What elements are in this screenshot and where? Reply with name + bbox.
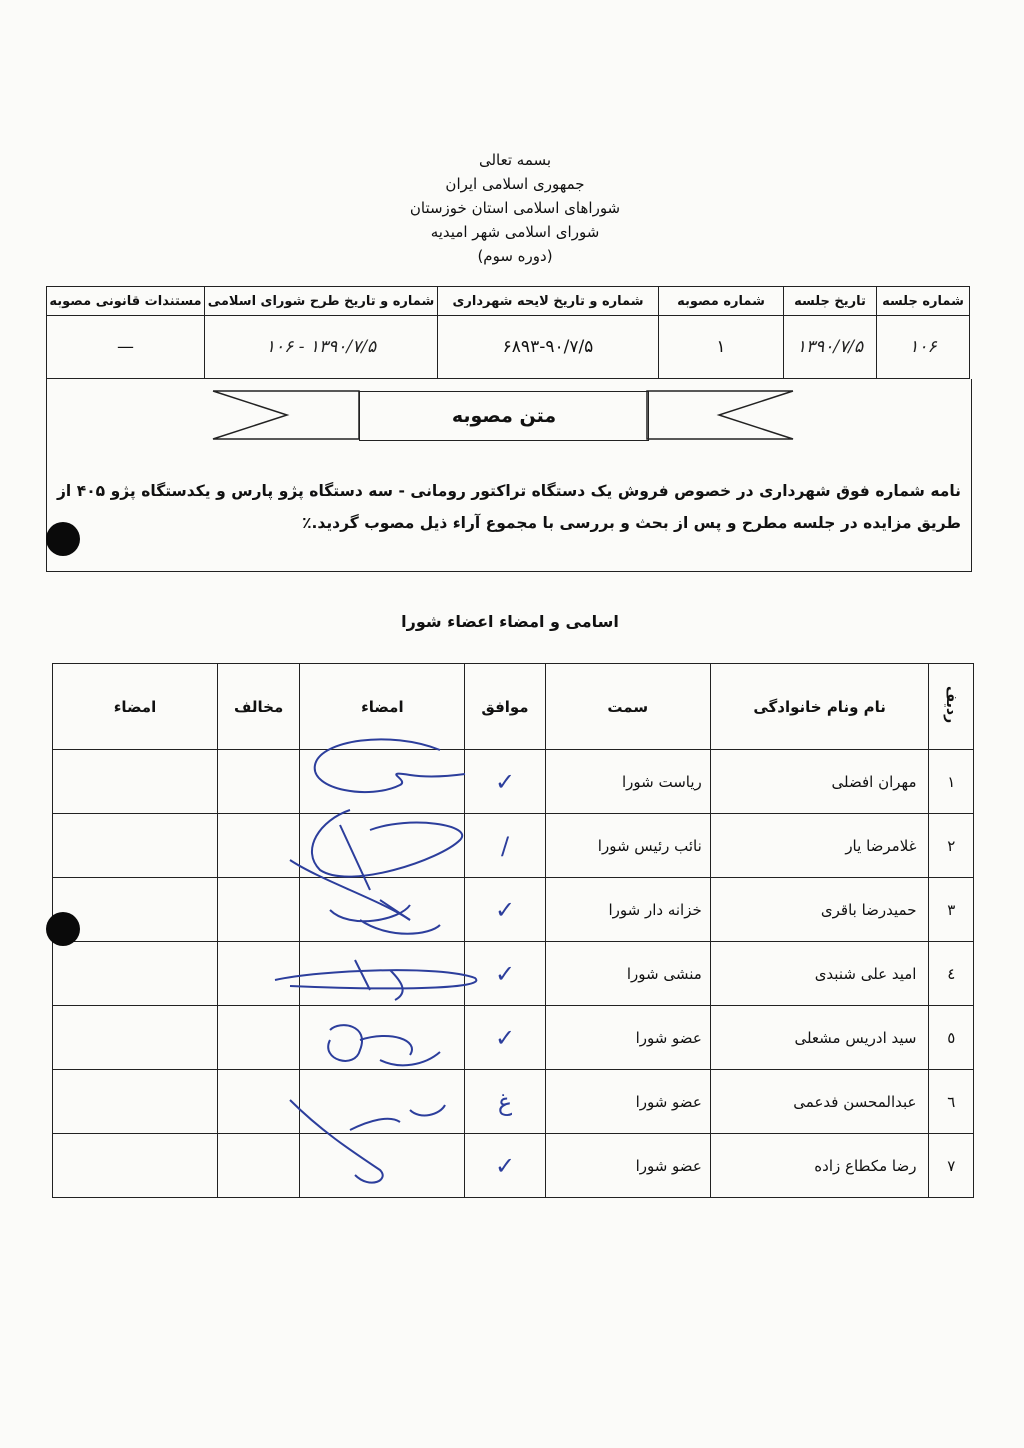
members-table [52,663,974,1198]
signature2-cell [53,1006,218,1070]
plan-value: ۱۳۹۰/۷/۵ - ۱۰۶ [205,316,438,379]
punch-hole [46,522,80,556]
session-date-value: ۱۳۹۰/۷/۵ [784,316,877,379]
member-role: عضو شورا [545,1006,710,1070]
row-number: ۲ [929,814,974,878]
signature2-cell [53,814,218,878]
oppose-header: مخالف [217,664,299,750]
plan-header: شماره و تاریخ طرح شورای اسلامی [205,287,438,316]
resolution-box [46,379,972,572]
session-no-value: ۱۰۶ [877,316,970,379]
row-number: ۷ [929,1134,974,1198]
agree-mark: ✓ [465,1134,545,1198]
row-number: ۱ [929,750,974,814]
member-name: رضا مکطاع زاده [710,1134,929,1198]
members-title: اسامی و امضاء اعضاء شورا [401,612,619,631]
session-date-header: تاریخ جلسه [784,287,877,316]
member-row [53,1070,974,1134]
agree-mark: ✓ [465,878,545,942]
name-header: نام ونام خانوادگی [710,664,929,750]
member-role: نائب رئیس شورا [545,814,710,878]
member-name: مهران افضلی [710,750,929,814]
bill-value: ۶۸۹۳-۹۰/۷/۵ [438,316,659,379]
radif-header: ردیف [929,664,974,750]
member-name: عبدالمحسن فدعمی [710,1070,929,1134]
resolution-title: متن مصوبه [359,391,649,441]
member-name: حمیدرضا باقری [710,878,929,942]
signature2-cell [53,1070,218,1134]
sign2-header: امضاء [53,664,218,750]
signature2-cell [53,1134,218,1198]
resolution-no-value: ۱ [659,316,784,379]
member-name: غلامرضا یار [710,814,929,878]
bill-header: شماره و تاریخ لایحه شهرداری [438,287,659,316]
member-row [53,750,974,814]
member-role: عضو شورا [545,1070,710,1134]
role-header: سمت [545,664,710,750]
header-line: شورای اسلامی شهر امیدیه [430,223,600,241]
header-line: شوراهای اسلامی استان خوزستان [409,199,621,217]
member-row [53,1006,974,1070]
member-role: خزانه دار شورا [545,878,710,942]
member-name: سید ادریس مشعلی [710,1006,929,1070]
member-name: امید علی شنبدی [710,942,929,1006]
agree-mark: غ [465,1070,545,1134]
legal-docs-header: مستندات قانونی مصوبه [47,287,205,316]
member-row [53,814,974,878]
legal-docs-value: — [47,316,205,379]
agree-mark: / [465,814,545,878]
header-line: بسمه تعالی [478,151,552,169]
handwritten-signatures [260,730,490,1200]
resolution-no-header: شماره مصوبه [659,287,784,316]
row-number: ۳ [929,878,974,942]
session-no-header: شماره جلسه [877,287,970,316]
member-row [53,878,974,942]
row-number: ٥ [929,1006,974,1070]
row-number: ٦ [929,1070,974,1134]
agree-mark: ✓ [465,942,545,1006]
agree-mark: ✓ [465,1006,545,1070]
punch-hole [46,912,80,946]
member-role: ریاست شورا [545,750,710,814]
resolution-text: نامه شماره فوق شهرداری در خصوص فروش یک دستگاه تراکتور رومانی - سه دستگاه پژو پارس و یکدستگاه پژو ۴۰۵ از طریق مزایده در جلسه مطرح و پس از بحث و بررسی با مجموع آراء ذیل مصوب گردید.٪ [57,482,961,532]
signature2-cell [53,750,218,814]
member-role: منشی شورا [545,942,710,1006]
agree-mark: ✓ [465,750,545,814]
member-row [53,942,974,1006]
signature2-cell [53,942,218,1006]
row-number: ٤ [929,942,974,1006]
member-row [53,1134,974,1198]
header-line: (دوره سوم) [477,247,553,265]
sign-header: امضاء [300,664,465,750]
session-info-table [46,286,970,379]
member-role: عضو شورا [545,1134,710,1198]
agree-header: موافق [465,664,545,750]
header-line: جمهوری اسلامی ایران [445,175,585,193]
letter-header [340,148,690,268]
